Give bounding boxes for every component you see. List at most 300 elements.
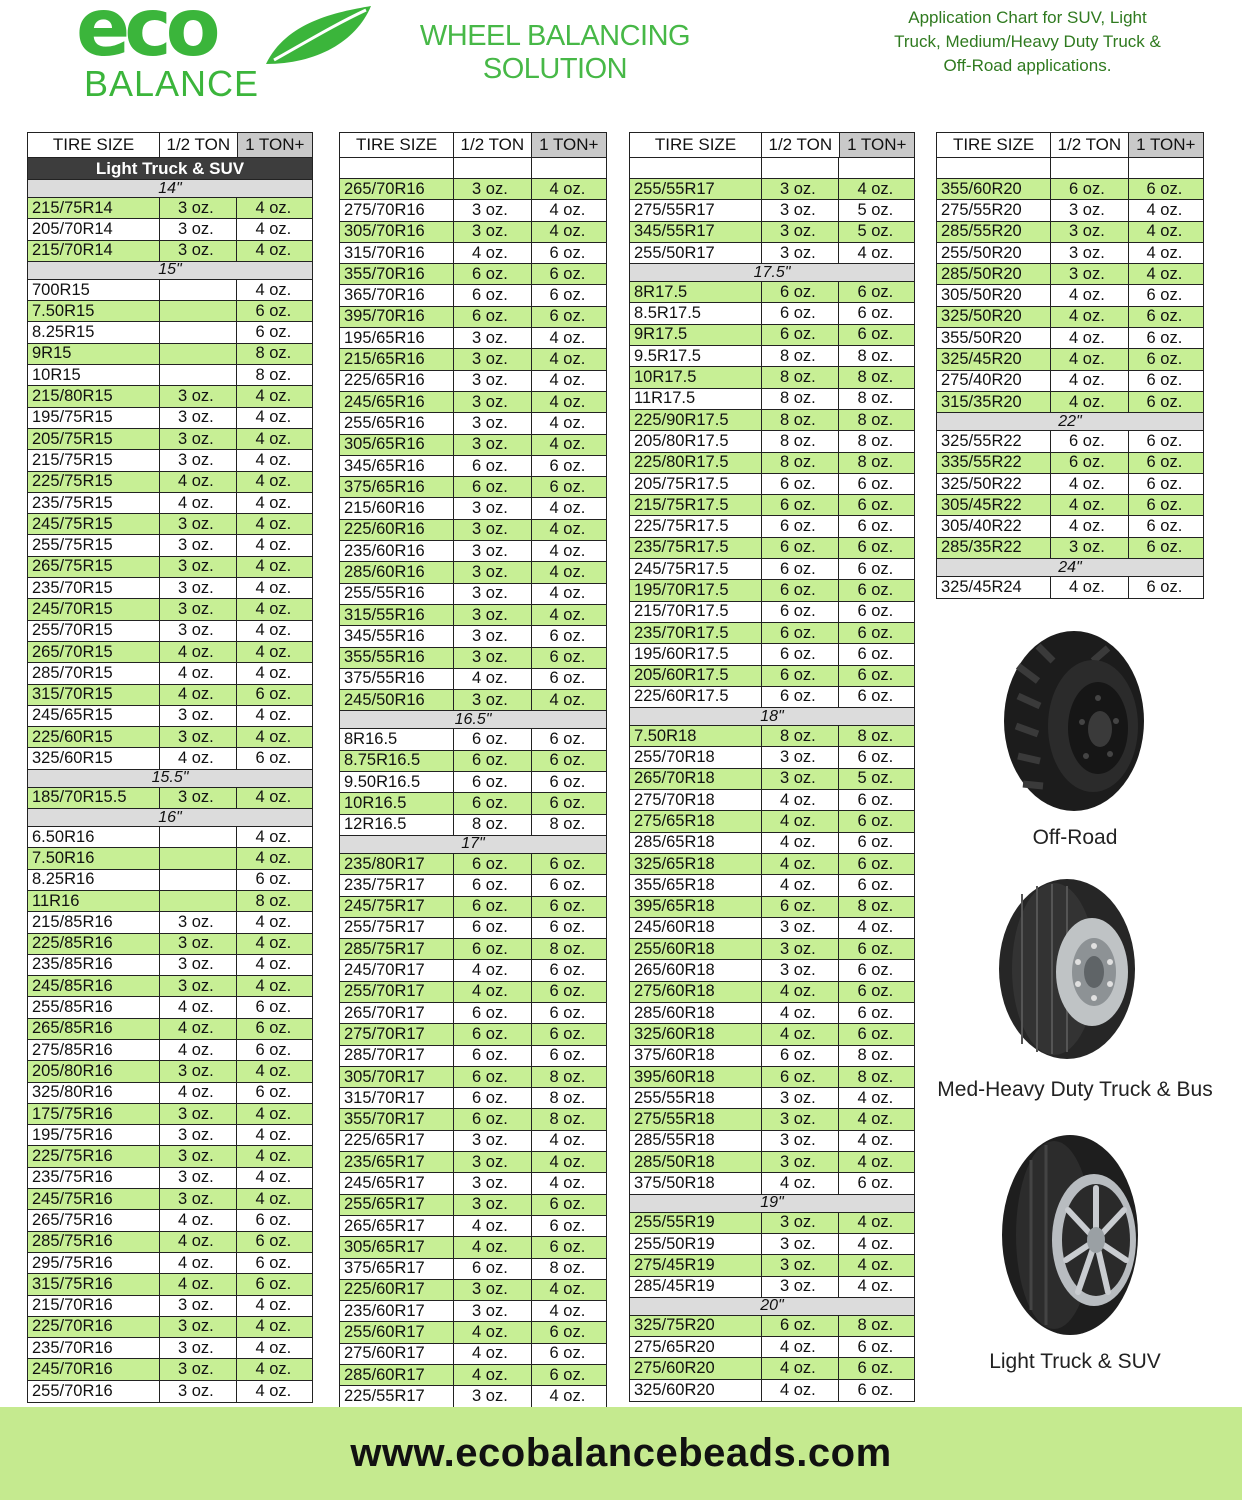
table-row bbox=[28, 706, 312, 727]
tire-size-cell: 285/60R17 bbox=[340, 1365, 454, 1385]
table-row bbox=[340, 690, 606, 711]
footer-banner bbox=[0, 1407, 1242, 1500]
one-ton-cell: 4 oz. bbox=[857, 1110, 894, 1129]
tire-size-cell: 215/75R17.5 bbox=[630, 495, 762, 515]
table-row bbox=[937, 307, 1203, 328]
tire-size-cell: 325/45R20 bbox=[937, 349, 1051, 369]
one-ton-cell: 8 oz. bbox=[549, 1088, 586, 1107]
half-ton-cell: 3 oz. bbox=[160, 408, 238, 428]
table-row bbox=[340, 456, 606, 477]
tire-size-cell: 225/80R17.5 bbox=[630, 453, 762, 473]
table-row bbox=[28, 408, 312, 429]
one-ton-cell: 6 oz. bbox=[857, 304, 894, 323]
one-ton-cell: 4 oz. bbox=[255, 557, 292, 576]
table-row bbox=[630, 1380, 914, 1401]
table-row bbox=[28, 788, 312, 809]
one-ton-cell: 8 oz. bbox=[549, 1067, 586, 1086]
tire-size-cell: 255/65R17 bbox=[340, 1195, 454, 1215]
suv-tire-icon bbox=[996, 1130, 1144, 1340]
half-ton-cell: 3 oz. bbox=[762, 222, 840, 242]
tire-size-cell: 245/75R17 bbox=[340, 897, 454, 917]
one-ton-cell: 6 oz. bbox=[857, 666, 894, 685]
one-ton-cell: 8 oz. bbox=[857, 726, 894, 745]
one-ton-cell: 4 oz. bbox=[255, 848, 292, 867]
table-row bbox=[28, 1274, 312, 1295]
half-ton-cell: 3 oz. bbox=[160, 514, 238, 534]
one-ton-cell: 4 oz. bbox=[857, 1213, 894, 1232]
tire-size-cell: 235/75R15 bbox=[28, 493, 160, 513]
one-ton-cell: 6 oz. bbox=[857, 282, 894, 301]
table-row bbox=[340, 1386, 606, 1407]
one-ton-cell: 4 oz. bbox=[255, 198, 292, 217]
tire-size-cell: 275/55R20 bbox=[937, 200, 1051, 220]
tire-size-cell: 195/75R16 bbox=[28, 1125, 160, 1145]
tire-size-cell: 305/50R20 bbox=[937, 285, 1051, 305]
table-row bbox=[340, 1173, 606, 1194]
tire-size-cell: 245/70R17 bbox=[340, 960, 454, 980]
tire-size-cell: 215/75R15 bbox=[28, 450, 160, 470]
one-ton-cell: 5 oz. bbox=[857, 769, 894, 788]
tire-size-cell: 285/45R19 bbox=[630, 1277, 762, 1297]
one-ton-cell: 4 oz. bbox=[255, 1147, 292, 1166]
table-row bbox=[340, 1322, 606, 1343]
half-ton-cell: 3 oz. bbox=[762, 918, 840, 938]
one-ton-cell: 4 oz. bbox=[255, 1189, 292, 1208]
cell-empty bbox=[340, 158, 454, 178]
table-row bbox=[630, 1173, 914, 1194]
half-ton-cell: 6 oz. bbox=[454, 1024, 531, 1044]
tire-size-cell: 355/60R20 bbox=[937, 179, 1051, 199]
tire-size-cell: 265/70R16 bbox=[340, 179, 454, 199]
one-ton-cell: 6 oz. bbox=[549, 1003, 586, 1022]
half-ton-cell: 8 oz. bbox=[762, 453, 840, 473]
one-ton-cell: 4 oz. bbox=[549, 1152, 586, 1171]
header-one-ton: 1 TON+ bbox=[1129, 133, 1203, 157]
header-half-ton: 1/2 TON bbox=[454, 133, 531, 157]
table-row bbox=[340, 520, 606, 541]
tire-size-cell: 225/75R17.5 bbox=[630, 516, 762, 536]
table-row bbox=[340, 1280, 606, 1301]
one-ton-cell: 6 oz. bbox=[1146, 578, 1183, 597]
one-ton-cell: 6 oz. bbox=[1146, 431, 1183, 450]
tire-size-cell: 215/80R15 bbox=[28, 386, 160, 406]
half-ton-cell: 6 oz. bbox=[762, 538, 840, 558]
tire-size-cell: 285/65R18 bbox=[630, 833, 762, 853]
table-row bbox=[340, 960, 606, 981]
tire-size-cell: 285/75R17 bbox=[340, 939, 454, 959]
one-ton-cell: 6 oz. bbox=[549, 793, 586, 812]
half-ton-cell: 3 oz. bbox=[160, 976, 238, 996]
tire-size-cell: 195/65R16 bbox=[340, 328, 454, 348]
half-ton-cell: 3 oz. bbox=[1051, 200, 1128, 220]
rim-size-section: 19" bbox=[630, 1195, 914, 1213]
tire-size-cell: 265/70R18 bbox=[630, 769, 762, 789]
table-row bbox=[630, 982, 914, 1003]
one-ton-cell: 6 oz. bbox=[549, 772, 586, 791]
tire-size-cell: 275/60R20 bbox=[630, 1358, 762, 1378]
tire-size-cell: 235/85R16 bbox=[28, 955, 160, 975]
one-ton-cell: 6 oz. bbox=[255, 301, 292, 320]
one-ton-cell: 4 oz. bbox=[255, 1338, 292, 1357]
one-ton-cell: 4 oz. bbox=[255, 1381, 292, 1400]
table-row bbox=[340, 307, 606, 328]
half-ton-cell: 3 oz. bbox=[1051, 264, 1128, 284]
tire-size-cell: 205/75R17.5 bbox=[630, 474, 762, 494]
half-ton-cell: 4 oz. bbox=[160, 1253, 238, 1273]
leaf-icon bbox=[226, 2, 376, 72]
tire-size-cell: 700R15 bbox=[28, 280, 160, 300]
one-ton-cell: 4 oz. bbox=[255, 727, 292, 746]
tire-size-cell: 265/85R16 bbox=[28, 1019, 160, 1039]
half-ton-cell: 3 oz. bbox=[762, 179, 840, 199]
half-ton-cell: 3 oz. bbox=[762, 747, 840, 767]
one-ton-cell: 8 oz. bbox=[549, 815, 586, 834]
half-ton-cell: 4 oz. bbox=[454, 960, 531, 980]
one-ton-cell: 4 oz. bbox=[549, 350, 586, 369]
tire-size-cell: 235/75R16 bbox=[28, 1168, 160, 1188]
tire-size-cell: 225/75R15 bbox=[28, 472, 160, 492]
half-ton-cell: 4 oz. bbox=[454, 1344, 531, 1364]
table-row bbox=[28, 1210, 312, 1231]
half-ton-cell: 3 oz. bbox=[160, 934, 238, 954]
tire-size-cell: 215/70R17.5 bbox=[630, 602, 762, 622]
tire-size-cell: 235/60R17 bbox=[340, 1301, 454, 1321]
half-ton-cell: 6 oz. bbox=[454, 939, 531, 959]
tire-size-cell: 285/50R20 bbox=[937, 264, 1051, 284]
half-ton-cell: 6 oz. bbox=[454, 897, 531, 917]
half-ton-cell: 6 oz. bbox=[762, 687, 840, 707]
application-table-4 bbox=[936, 132, 1204, 599]
tire-size-cell: 215/70R16 bbox=[28, 1296, 160, 1316]
one-ton-cell: 6 oz. bbox=[857, 961, 894, 980]
half-ton-cell: 6 oz. bbox=[1051, 453, 1128, 473]
one-ton-cell: 6 oz. bbox=[549, 1046, 586, 1065]
table-row bbox=[937, 495, 1203, 516]
tire-size-cell: 285/60R16 bbox=[340, 562, 454, 582]
tire-size-cell: 305/40R22 bbox=[937, 516, 1051, 536]
one-ton-cell: 4 oz. bbox=[255, 642, 292, 661]
header-tire-size: TIRE SIZE bbox=[630, 133, 762, 157]
half-ton-cell: 3 oz. bbox=[454, 1386, 531, 1407]
one-ton-cell: 4 oz. bbox=[255, 934, 292, 953]
half-ton-cell: 4 oz. bbox=[762, 790, 840, 810]
half-ton-cell: 3 oz. bbox=[762, 1213, 840, 1233]
table-row bbox=[28, 1146, 312, 1167]
half-ton-cell: 8 oz. bbox=[762, 367, 840, 387]
table-row bbox=[630, 769, 914, 790]
half-ton-cell: 4 oz. bbox=[160, 1232, 238, 1252]
tire-size-cell: 285/55R18 bbox=[630, 1131, 762, 1151]
table-row bbox=[630, 516, 914, 537]
table-row bbox=[630, 1316, 914, 1337]
cell-empty bbox=[630, 158, 762, 178]
table-row bbox=[340, 1259, 606, 1280]
half-ton-cell: 6 oz. bbox=[454, 1088, 531, 1108]
tire-label-off-road: Off-Road bbox=[1032, 826, 1118, 849]
header-half-ton: 1/2 TON bbox=[1051, 133, 1128, 157]
table-row bbox=[28, 198, 312, 219]
table-row bbox=[630, 833, 914, 854]
tire-size-cell: 9.50R16.5 bbox=[340, 772, 454, 792]
tire-size-cell: 205/60R17.5 bbox=[630, 666, 762, 686]
tire-size-cell: 8.25R16 bbox=[28, 870, 160, 890]
table-row bbox=[630, 1109, 914, 1130]
half-ton-cell: 4 oz. bbox=[160, 1274, 238, 1294]
tire-size-cell: 285/50R18 bbox=[630, 1152, 762, 1172]
half-ton-cell: 3 oz. bbox=[160, 1168, 238, 1188]
one-ton-cell: 4 oz. bbox=[549, 541, 586, 560]
one-ton-cell: 6 oz. bbox=[549, 626, 586, 645]
header-one-ton: 1 TON+ bbox=[532, 133, 606, 157]
half-ton-cell bbox=[160, 827, 238, 847]
tire-size-cell: 225/65R17 bbox=[340, 1131, 454, 1151]
tire-size-cell: 305/65R16 bbox=[340, 435, 454, 455]
tire-size-cell: 7.50R15 bbox=[28, 301, 160, 321]
one-ton-cell: 4 oz. bbox=[549, 179, 586, 198]
half-ton-cell: 3 oz. bbox=[454, 392, 531, 412]
half-ton-cell: 4 oz. bbox=[762, 1337, 840, 1357]
one-ton-cell: 4 oz. bbox=[549, 200, 586, 219]
one-ton-cell: 6 oz. bbox=[549, 1237, 586, 1256]
tire-label-truck-bus: Med-Heavy Duty Truck & Bus bbox=[937, 1078, 1213, 1101]
one-ton-cell: 4 oz. bbox=[549, 1131, 586, 1150]
table-row bbox=[937, 349, 1203, 370]
cell-empty bbox=[937, 158, 1051, 178]
half-ton-cell: 8 oz. bbox=[762, 726, 840, 746]
one-ton-cell: 4 oz. bbox=[549, 222, 586, 241]
half-ton-cell: 6 oz. bbox=[762, 1067, 840, 1087]
one-ton-cell: 4 oz. bbox=[255, 514, 292, 533]
tire-size-cell: 325/45R24 bbox=[937, 577, 1051, 598]
half-ton-cell: 3 oz. bbox=[160, 1061, 238, 1081]
half-ton-cell: 3 oz. bbox=[160, 1359, 238, 1379]
half-ton-cell: 3 oz. bbox=[454, 605, 531, 625]
one-ton-cell: 6 oz. bbox=[255, 685, 292, 704]
half-ton-cell: 6 oz. bbox=[762, 644, 840, 664]
half-ton-cell: 3 oz. bbox=[454, 328, 531, 348]
tire-size-cell: 7.50R18 bbox=[630, 726, 762, 746]
one-ton-cell: 8 oz. bbox=[857, 453, 894, 472]
table-row bbox=[340, 605, 606, 626]
half-ton-cell: 3 oz. bbox=[160, 1317, 238, 1337]
table-row bbox=[340, 729, 606, 750]
table-row bbox=[28, 955, 312, 976]
half-ton-cell: 6 oz. bbox=[762, 897, 840, 917]
table-row bbox=[28, 1125, 312, 1146]
tire-size-cell: 315/70R16 bbox=[340, 243, 454, 263]
one-ton-cell: 4 oz. bbox=[549, 1280, 586, 1299]
subhead-line: Application Chart for SUV, Light bbox=[908, 8, 1147, 27]
one-ton-cell: 6 oz. bbox=[1146, 517, 1183, 536]
one-ton-cell: 6 oz. bbox=[255, 998, 292, 1017]
table-row bbox=[28, 472, 312, 493]
table-row bbox=[340, 918, 606, 939]
table-row bbox=[630, 1277, 914, 1298]
half-ton-cell: 6 oz. bbox=[762, 325, 840, 345]
table-row bbox=[28, 1359, 312, 1380]
table-row bbox=[630, 410, 914, 431]
tire-size-cell: 325/80R16 bbox=[28, 1083, 160, 1103]
one-ton-cell: 8 oz. bbox=[857, 410, 894, 429]
tire-size-cell: 255/65R16 bbox=[340, 413, 454, 433]
table-row bbox=[28, 827, 312, 848]
one-ton-cell: 6 oz. bbox=[857, 644, 894, 663]
table-row bbox=[937, 516, 1203, 537]
one-ton-cell: 8 oz. bbox=[857, 1067, 894, 1086]
table-row bbox=[630, 389, 914, 410]
half-ton-cell: 3 oz. bbox=[160, 1189, 238, 1209]
one-ton-cell: 6 oz. bbox=[857, 1174, 894, 1192]
tire-size-cell: 225/85R16 bbox=[28, 934, 160, 954]
rim-size-section: 17.5" bbox=[630, 264, 914, 282]
half-ton-cell: 3 oz. bbox=[160, 557, 238, 577]
half-ton-cell: 3 oz. bbox=[160, 198, 238, 218]
table-row bbox=[28, 621, 312, 642]
table-row bbox=[340, 243, 606, 264]
table-row bbox=[630, 1024, 914, 1045]
table-row bbox=[630, 1358, 914, 1379]
half-ton-cell bbox=[160, 365, 238, 385]
half-ton-cell: 4 oz. bbox=[1051, 577, 1128, 598]
tire-size-cell: 11R17.5 bbox=[630, 389, 762, 409]
table-row bbox=[630, 453, 914, 474]
half-ton-cell: 3 oz. bbox=[160, 706, 238, 726]
rim-size-section: 17" bbox=[340, 836, 606, 854]
table-row bbox=[937, 538, 1203, 559]
one-ton-cell: 4 oz. bbox=[857, 179, 894, 198]
half-ton-cell: 6 oz. bbox=[454, 1259, 531, 1279]
cell-empty bbox=[1129, 158, 1204, 178]
tire-size-cell: 255/55R19 bbox=[630, 1213, 762, 1233]
one-ton-cell: 4 oz. bbox=[549, 435, 586, 454]
tire-size-cell: 255/55R18 bbox=[630, 1088, 762, 1108]
table-row bbox=[630, 811, 914, 832]
half-ton-cell: 3 oz. bbox=[160, 955, 238, 975]
cell-empty bbox=[762, 158, 840, 178]
half-ton-cell: 6 oz. bbox=[454, 772, 531, 792]
tire-size-cell: 285/70R17 bbox=[340, 1046, 454, 1066]
header-tire-size: TIRE SIZE bbox=[340, 133, 454, 157]
one-ton-cell: 4 oz. bbox=[1146, 243, 1183, 262]
tire-size-cell: 235/80R17 bbox=[340, 854, 454, 874]
tire-size-cell: 325/60R18 bbox=[630, 1024, 762, 1044]
table-row bbox=[937, 200, 1203, 221]
table-row bbox=[630, 1337, 914, 1358]
one-ton-cell: 6 oz. bbox=[549, 456, 586, 475]
one-ton-cell: 6 oz. bbox=[857, 623, 894, 642]
table-row bbox=[28, 557, 312, 578]
tire-size-cell: 315/75R16 bbox=[28, 1274, 160, 1294]
half-ton-cell: 6 oz. bbox=[762, 474, 840, 494]
table-row bbox=[630, 495, 914, 516]
half-ton-cell bbox=[160, 891, 238, 911]
table-row bbox=[630, 222, 914, 243]
one-ton-cell: 6 oz. bbox=[549, 875, 586, 894]
tire-size-cell: 225/55R17 bbox=[340, 1386, 454, 1407]
header-half-ton: 1/2 TON bbox=[160, 133, 237, 157]
table-row bbox=[28, 1253, 312, 1274]
tire-size-cell: 325/60R20 bbox=[630, 1380, 762, 1401]
half-ton-cell: 3 oz. bbox=[160, 429, 238, 449]
logo-wordmark: eco bbox=[76, 0, 215, 74]
one-ton-cell: 6 oz. bbox=[255, 1083, 292, 1102]
one-ton-cell: 4 oz. bbox=[255, 450, 292, 469]
table-row bbox=[340, 477, 606, 498]
tire-size-cell: 375/65R17 bbox=[340, 1259, 454, 1279]
half-ton-cell: 3 oz. bbox=[160, 1381, 238, 1402]
table-row bbox=[630, 960, 914, 981]
one-ton-cell: 6 oz. bbox=[1146, 350, 1183, 369]
table-row bbox=[340, 498, 606, 519]
half-ton-cell bbox=[160, 870, 238, 890]
tire-size-cell: 255/85R16 bbox=[28, 997, 160, 1017]
one-ton-cell: 6 oz. bbox=[857, 833, 894, 852]
one-ton-cell: 4 oz. bbox=[857, 1277, 894, 1296]
tire-size-cell: 285/70R15 bbox=[28, 663, 160, 683]
tire-size-cell: 395/65R18 bbox=[630, 897, 762, 917]
one-ton-cell: 6 oz. bbox=[1146, 453, 1183, 472]
table-row bbox=[340, 1024, 606, 1045]
one-ton-cell: 6 oz. bbox=[857, 854, 894, 873]
application-table-1 bbox=[27, 132, 313, 1403]
one-ton-cell: 4 oz. bbox=[857, 1234, 894, 1253]
header-one-ton: 1 TON+ bbox=[840, 133, 914, 157]
half-ton-cell: 3 oz. bbox=[160, 1338, 238, 1358]
tire-size-cell: 235/75R17.5 bbox=[630, 538, 762, 558]
table-row bbox=[630, 1067, 914, 1088]
tire-size-cell: 315/70R15 bbox=[28, 685, 160, 705]
one-ton-cell: 8 oz. bbox=[857, 1316, 894, 1335]
tire-size-cell: 205/70R14 bbox=[28, 219, 160, 239]
half-ton-cell: 3 oz. bbox=[160, 386, 238, 406]
half-ton-cell: 3 oz. bbox=[454, 222, 531, 242]
tire-size-cell: 355/70R17 bbox=[340, 1109, 454, 1129]
half-ton-cell: 3 oz. bbox=[762, 1109, 840, 1129]
table-row bbox=[28, 219, 312, 240]
half-ton-cell: 6 oz. bbox=[454, 875, 531, 895]
one-ton-cell: 4 oz. bbox=[255, 387, 292, 406]
tire-size-cell: 285/55R20 bbox=[937, 222, 1051, 242]
tire-size-cell: 275/70R18 bbox=[630, 790, 762, 810]
one-ton-cell: 4 oz. bbox=[549, 584, 586, 603]
table-row bbox=[340, 1301, 606, 1322]
tire-size-cell: 325/50R20 bbox=[937, 307, 1051, 327]
tire-size-cell: 345/65R16 bbox=[340, 456, 454, 476]
half-ton-cell: 4 oz. bbox=[1051, 474, 1128, 494]
tire-size-cell: 235/65R17 bbox=[340, 1152, 454, 1172]
tire-size-cell: 275/45R19 bbox=[630, 1255, 762, 1275]
one-ton-cell: 4 oz. bbox=[549, 371, 586, 390]
tire-size-cell: 315/35R20 bbox=[937, 392, 1051, 412]
half-ton-cell: 6 oz. bbox=[454, 307, 531, 327]
table-row bbox=[340, 1216, 606, 1237]
tire-size-cell: 245/65R15 bbox=[28, 706, 160, 726]
tire-size-cell: 225/90R17.5 bbox=[630, 410, 762, 430]
table-row bbox=[28, 642, 312, 663]
table-row bbox=[630, 559, 914, 580]
tire-size-cell: 215/60R16 bbox=[340, 498, 454, 518]
half-ton-cell bbox=[160, 848, 238, 868]
blank-row bbox=[340, 158, 606, 179]
table-row bbox=[630, 1234, 914, 1255]
website-url[interactable]: www.ecobalancebeads.com bbox=[350, 1431, 892, 1475]
table-header bbox=[28, 133, 312, 158]
half-ton-cell: 4 oz. bbox=[160, 1019, 238, 1039]
half-ton-cell: 3 oz. bbox=[454, 520, 531, 540]
tire-size-cell: 285/35R22 bbox=[937, 538, 1051, 558]
one-ton-cell: 6 oz. bbox=[255, 1253, 292, 1272]
tire-size-cell: 235/75R17 bbox=[340, 875, 454, 895]
